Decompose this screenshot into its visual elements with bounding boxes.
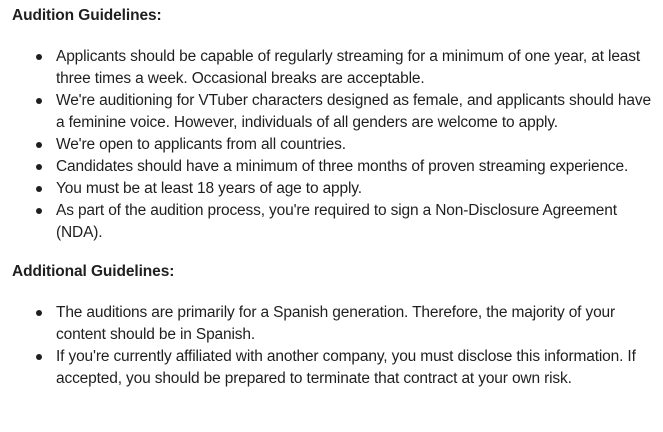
bullet-icon	[36, 98, 42, 104]
list-item	[12, 134, 655, 156]
additional-guidelines-list	[12, 302, 655, 390]
bullet-icon	[36, 54, 42, 60]
bullet-icon	[36, 186, 42, 192]
section-heading-audition-guidelines: Audition Guidelines:	[12, 7, 162, 24]
audition-guidelines-list	[12, 46, 655, 244]
list-item-text: You must be at least 18 years of age to apply.	[56, 180, 362, 197]
list-item	[12, 302, 655, 346]
list-item-text: We're auditioning for VTuber characters designed as female, and applicants should have a feminine voice. However, individuals of all genders are welcome to apply.	[56, 92, 651, 131]
list-item	[12, 46, 655, 90]
list-item-text: As part of the audition process, you're required to sign a Non-Disclosure Agreement (NDA).	[56, 202, 617, 241]
list-item	[12, 200, 655, 244]
bullet-icon	[36, 142, 42, 148]
list-item-text: Applicants should be capable of regularly streaming for a minimum of one year, at least three times a week. Occasional breaks are acceptable.	[56, 48, 641, 87]
list-item	[12, 156, 655, 178]
bullet-icon	[36, 208, 42, 214]
list-item-text: Candidates should have a minimum of three months of proven streaming experience.	[56, 158, 629, 175]
list-item	[12, 90, 655, 134]
bullet-icon	[36, 310, 42, 316]
list-item	[12, 178, 655, 200]
bullet-icon	[36, 164, 42, 170]
list-item	[12, 346, 655, 390]
list-item-text: If you're currently affiliated with another company, you must disclose this information. If accepted, you should be prepared to terminate that contract at your own risk.	[56, 348, 636, 387]
section-heading-additional-guidelines: Additional Guidelines:	[12, 263, 175, 280]
list-item-text: We're open to applicants from all countries.	[56, 136, 346, 153]
bullet-icon	[36, 354, 42, 360]
list-item-text: The auditions are primarily for a Spanish generation. Therefore, the majority of your content should be in Spanish.	[56, 304, 616, 343]
